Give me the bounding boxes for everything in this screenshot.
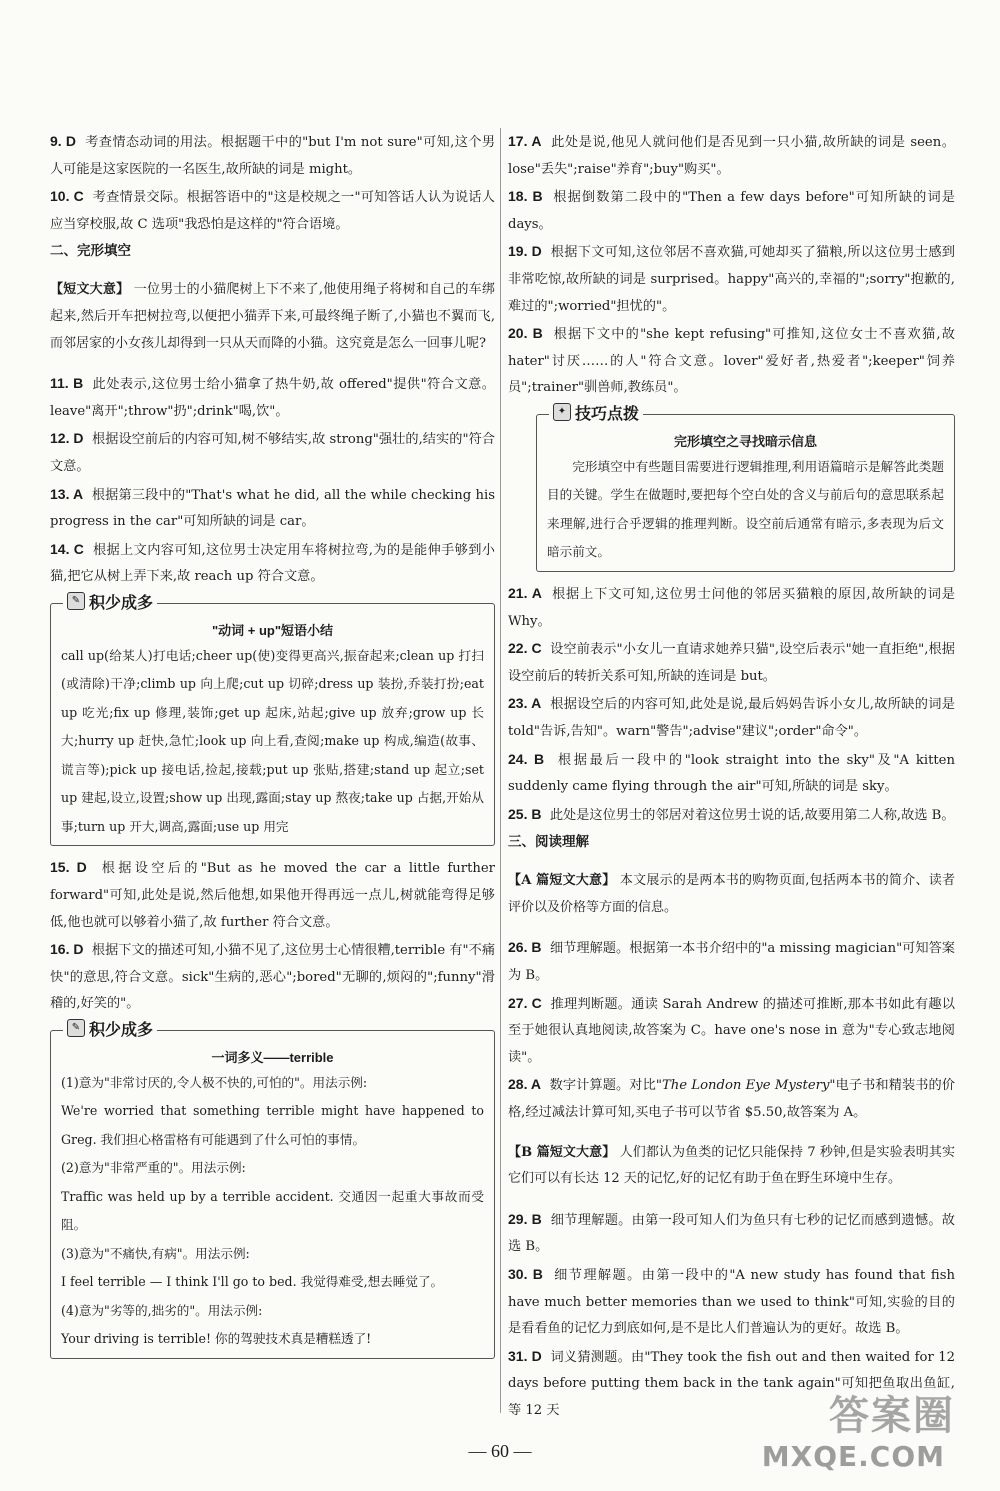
box-subtitle: 一词多义——terrible [211, 1049, 334, 1065]
answer-item-16: 16. D 根据下文的描述可知,小猫不见了,这位男士心情很糟,terrible 有"不痛快"的意思,符合文意。sick"生病的,恶心";bored"无聊的,烦闷的";funny"滑稽的,好笑的"。 [50, 941, 496, 1012]
answer-item-10: 10. C 考查情景交际。根据答语中的"这是校规之一"可知答话人认为说话人应当穿校服,故 C 选项"我恐怕是这样的"符合语境。 [50, 188, 495, 232]
passage-summary-a: 【A 篇短文大意】 本文展示的是两本书的购物页面,包括两本书的简介、读者评价以及价格等方面的信息。 [508, 873, 955, 915]
watermark-url: MXQE.COM [761, 1440, 945, 1473]
box-line: Traffic was held up by a terrible accident. 交通因一起重大事故而受阻。 [61, 1188, 484, 1233]
answer-item-24: 24. B 根据最后一段中的"look straight into the sky"及"A kitten suddenly came flying through the air"可知,所缺的词是 sky。 [508, 750, 955, 795]
tip-box-terrible [50, 1021, 495, 1359]
answer-item-14: 14. C 根据上文内容可知,这位男士决定用车将树拉弯,为的是能伸手够到小猫,把它从树上弄下来,故 reach up 符合文意。 [50, 540, 495, 585]
answer-item-18: 18. B 根据倒数第二段中的"Then a few days before"可知所缺的词是 days。 [508, 188, 955, 232]
tip-box-cloze-skill [536, 405, 955, 572]
answer-item-11: 11. B 此处表示,这位男士给小猫拿了热牛奶,故 offered"提供"符合文意。leave"离开";throw"扔";drink"喝,饮"。 [50, 375, 495, 419]
answer-item-27: 27. C 推理判断题。通读 Sarah Andrew 的描述可推断,那本书如此有趣以至于她很认真地阅读,故答案为 C。have one's nose in 意为"专心致志地阅读"。 [508, 994, 955, 1065]
tip-box-phrasal-verbs [50, 594, 495, 847]
box-subtitle: "动词 + up"短语小结 [211, 622, 334, 638]
answer-item-17: 17. A 此处是说,他见人就问他们是否见到一只小猫,故所缺的词是 seen。lose"丢失";raise"养育";buy"购买"。 [508, 133, 955, 177]
box-line: (4)意为"劣等的,拙劣的"。用法示例: [61, 1302, 263, 1318]
passage-summary: 【短文大意】 一位男士的小猫爬树上下不来了,他使用绳子将树和自己的车绑起来,然后开车把树拉弯,以便把小猫弄下来,可最终绳子断了,小猫也不翼而飞,而邻居家的小女孩儿却得到一只从天而降的小猫。这究竟是怎么一回事儿呢? [50, 282, 495, 351]
book-icon: ✎ [67, 1019, 85, 1037]
answer-item-22: 22. C 设空前表示"小女儿一直请求她养只猫",设空后表示"她一直拒绝",根据设空前后的转折关系可知,所缺的连词是 but。 [508, 640, 955, 684]
book-title: The London Eye Mystery [661, 1078, 830, 1094]
passage-summary-b: 【B 篇短文大意】 人们都认为鱼类的记忆只能保持 7 秒钟,但是实验表明其实它们可以有长达 12 天的记忆,好的记忆有助于鱼在野生环境中生存。 [508, 1144, 956, 1187]
box-body: 完形填空中有些题目需要进行逻辑推理,利用语篇暗示是解答此类题目的关键。学生在做题时,要把每个空白处的含义与前后句的意思联系起来理解,进行合乎逻辑的推理判断。设空前后通常有暗示,多表现为后文暗示前文。 [547, 458, 944, 560]
answer-item-25: 25. B 此处是这位男士的邻居对着这位男士说的话,故要用第二人称,故选 B。 [508, 805, 955, 823]
answer-item-19: 19. D 根据下文可知,这位邻居不喜欢猫,可她却买了猫粮,所以这位男士感到非常吃惊,故所缺的词是 surprised。happy"高兴的,幸福的";sorry"抱歉的,难过的";worried"担忧的"。 [508, 243, 955, 314]
watermark-logo-text: 答案圈 [829, 1393, 955, 1439]
box-title: 积少成多 [89, 1021, 154, 1039]
box-line: (1)意为"非常讨厌的,令人极不快的,可怕的"。用法示例: [61, 1074, 368, 1090]
answer-item-30: 30. B 细节理解题。由第一段中的"A new study has found that fish have much better memories than we used to think"可知,实验的目的是看看鱼的记忆力到底如何,是不是比人们普遍认为的更好。故选 B。 [508, 1266, 955, 1337]
box-line: (3)意为"不痛快,有病"。用法示例: [61, 1245, 250, 1261]
box-title: 积少成多 [89, 594, 154, 612]
section-heading-reading: 三、阅读理解 [508, 834, 589, 850]
left-column [50, 128, 495, 1367]
answer-item-15: 15. D 根据设空后的"But as he moved the car a little further forward"可知,此处是说,然后他想,如果他开得再远一点儿,树就能弯得足够低,他也就可以够着小猫了,故 further 符合文意。 [50, 859, 495, 930]
answer-item-21: 21. A 根据上下文可知,这位男士问他的邻居买猫粮的原因,故所缺的词是 Why。 [508, 584, 955, 629]
box-line: Your driving is terrible! 你的驾驶技术真是糟糕透了! [61, 1331, 372, 1347]
answer-item-31: 31. D 词义猜测题。由"They took the fish out and then waited for 12 days before putting them back in the tank again"可知把鱼取出鱼缸,等 12 天 [508, 1347, 955, 1418]
answer-item-28: 28. A 数字计算题。对比"The London Eye Mystery"电子书和精装书的价格,经过减法计算可知,买电子书可以节省 $5.50,故答案为 A。 [508, 1076, 955, 1121]
answer-item-29: 29. B 细节理解题。由第一段可知人们为鱼只有七秒的记忆而感到遗憾。故选 B。 [508, 1210, 955, 1255]
answer-item-26: 26. B 细节理解题。根据第一本书介绍中的"a missing magician"可知答案为 B。 [508, 939, 955, 984]
answer-item-23: 23. A 根据设空后的内容可知,此处是说,最后妈妈告诉小女儿,故所缺的词是 told"告诉,告知"。warn"警告";advise"建议";order"命令"。 [508, 695, 955, 739]
watermark [745, 1361, 975, 1481]
lightbulb-icon: ✦ [553, 403, 571, 421]
book-icon: ✎ [67, 592, 85, 610]
answer-item-13: 13. A 根据第三段中的"That's what he did, all the while checking his progress in the car"可知所缺的词是 car。 [50, 485, 496, 530]
box-subtitle: 完形填空之寻找暗示信息 [673, 433, 817, 449]
box-line: We're worried that something terrible might have happened to Greg. 我们担心格雷格有可能遇到了什么可怕的事情。 [61, 1103, 484, 1147]
page-number: — 60 — [468, 1441, 532, 1461]
section-heading-cloze: 二、完形填空 [50, 243, 131, 259]
right-column [508, 128, 955, 1425]
answer-item-9: 9. D 考查情态动词的用法。根据题干中的"but I'm not sure"可知,这个男人可能是这家医院的一名医生,故所缺的词是 might。 [50, 133, 496, 177]
answer-item-12: 12. D 根据设空前后的内容可知,树不够结实,故 strong"强壮的,结实的"符合文意。 [50, 430, 495, 474]
box-body: call up(给某人)打电话;cheer up(使)变得更高兴,振奋起来;clean up 打扫(或清除)干净;climb up 向上爬;cut up 切碎;dress up 装扮,乔装打扮;eat up 吃光;fix up 修理,装饰;get up 起床,站起;give up 放弃;grow up 长大;hurry up 赶快,急忙;look up 向上看,查阅;make up 构成,编造(故事、谎言等);pick up 接电话,捡起,接载;put up 张贴,搭建;stand up 起立;set up 建起,设立,设置;show up 出现,露面;stay up 熬夜;take up 占据,开始从事;turn up 开大,调高,露面;use up 用完 [61, 647, 484, 834]
answer-item-20: 20. B 根据下文中的"she kept refusing"可推知,这位女士不喜欢猫,故 hater"讨厌……的人"符合文意。lover"爱好者,热爱者";keeper"饲养员";trainer"驯兽师,教练员"。 [508, 325, 955, 396]
box-line: (2)意为"非常严重的"。用法示例: [61, 1160, 246, 1176]
box-title: 技巧点拨 [575, 405, 640, 423]
box-line: I feel terrible — I think I'll go to bed. 我觉得难受,想去睡觉了。 [61, 1274, 444, 1290]
column-divider [500, 128, 501, 1413]
